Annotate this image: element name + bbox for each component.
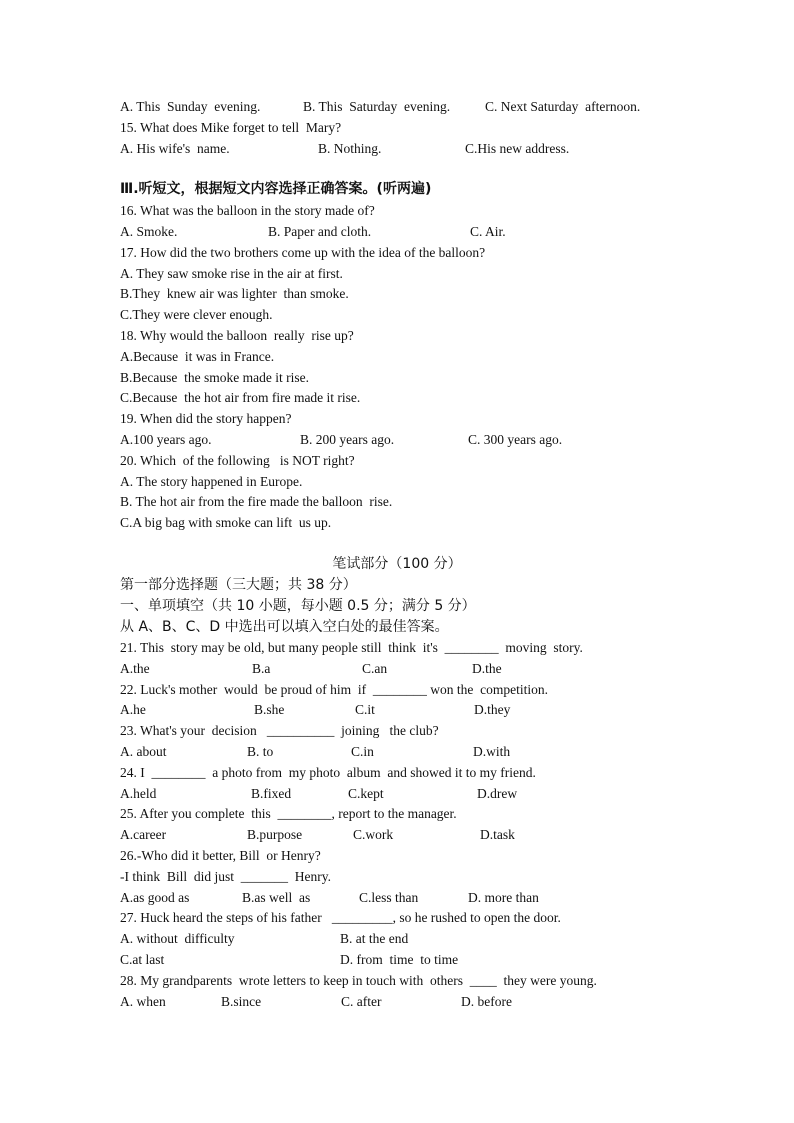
q19-option-c: C. 300 years ago. bbox=[468, 432, 563, 447]
q24-stem: 24. I ________ a photo from my photo album and showed it to my friend. bbox=[120, 765, 536, 780]
written-part-title: 笔试部分（100 分） bbox=[332, 556, 462, 572]
q18-option-b: B.Because the smoke made it rise. bbox=[120, 370, 309, 385]
q16-option-a: A. Smoke. bbox=[120, 224, 178, 239]
q18-stem: 18. Why would the balloon really rise up? bbox=[120, 328, 354, 343]
q25-option-b: B.purpose bbox=[247, 827, 303, 842]
q17-option-b: B.They knew air was lighter than smoke. bbox=[120, 286, 349, 301]
q24-option-b: B.fixed bbox=[251, 786, 292, 801]
q15-stem: 15. What does Mike forget to tell Mary? bbox=[120, 120, 342, 135]
q20-stem: 20. Which of the following is NOT right? bbox=[120, 453, 355, 468]
q24-option-a: A.held bbox=[120, 786, 157, 801]
q22-stem: 22. Luck's mother would be proud of him if ________ won the competition. bbox=[120, 682, 548, 697]
q20-option-a: A. The story happened in Europe. bbox=[120, 474, 303, 489]
q27-option-a: A. without difficulty bbox=[120, 931, 235, 946]
q22-option-c: C.it bbox=[355, 702, 375, 717]
q23-option-d: D.with bbox=[473, 744, 511, 759]
section3-heading: Ⅲ.听短文，根据短文内容选择正确答案。(听两遍) bbox=[120, 181, 432, 197]
q18-option-a: A.Because it was in France. bbox=[120, 349, 275, 364]
q27-option-c: C.at last bbox=[120, 952, 165, 967]
q22-option-a: A.he bbox=[120, 702, 146, 717]
q17-stem: 17. How did the two brothers come up with the idea of the balloon? bbox=[120, 245, 486, 260]
q16-stem: 16. What was the balloon in the story made of? bbox=[120, 203, 375, 218]
q17-option-a: A. They saw smoke rise in the air at first. bbox=[120, 266, 343, 281]
q25-option-d: D.task bbox=[480, 827, 515, 842]
q19-option-b: B. 200 years ago. bbox=[300, 432, 395, 447]
q23-option-c: C.in bbox=[351, 744, 374, 759]
q26-option-d: D. more than bbox=[468, 890, 539, 905]
q28-stem: 28. My grandparents wrote letters to keep in touch with others ____ they were young. bbox=[120, 973, 597, 988]
q26-stem: 26.-Who did it better, Bill or Henry? bbox=[120, 848, 321, 863]
q17-option-c: C.They were clever enough. bbox=[120, 307, 273, 322]
q27-option-b: B. at the end bbox=[340, 931, 409, 946]
q16-option-b: B. Paper and cloth. bbox=[268, 224, 372, 239]
q20-option-b: B. The hot air from the fire made the balloon rise. bbox=[120, 494, 393, 509]
q14-option-a: A. This Sunday evening. bbox=[120, 99, 261, 114]
q21-option-b: B.a bbox=[252, 661, 271, 676]
q28-option-b: B.since bbox=[221, 994, 262, 1009]
q25-option-a: A.career bbox=[120, 827, 167, 842]
q27-option-d: D. from time to time bbox=[340, 952, 459, 967]
q26-option-a: A.as good as bbox=[120, 890, 190, 905]
q21-option-c: C.an bbox=[362, 661, 388, 676]
q26-option-b: B.as well as bbox=[242, 890, 311, 905]
q23-option-b: B. to bbox=[247, 744, 274, 759]
q27-stem: 27. Huck heard the steps of his father _________, so he rushed to open the door. bbox=[120, 910, 561, 925]
q21-stem: 21. This story may be old, but many people still think it's ________ moving story. bbox=[120, 640, 583, 655]
q18-option-c: C.Because the hot air from fire made it rise. bbox=[120, 390, 361, 405]
q22-option-b: B.she bbox=[254, 702, 285, 717]
q28-option-c: C. after bbox=[341, 994, 382, 1009]
q21-option-a: A.the bbox=[120, 661, 150, 676]
q23-option-a: A. about bbox=[120, 744, 167, 759]
q19-option-a: A.100 years ago. bbox=[120, 432, 212, 447]
q25-stem: 25. After you complete this ________, report to the manager. bbox=[120, 806, 457, 821]
section1-heading: 一、单项填空（共 10 小题，每小题 0.5 分；满分 5 分） bbox=[120, 598, 476, 614]
q14-option-b: B. This Saturday evening. bbox=[303, 99, 451, 114]
q16-option-c: C. Air. bbox=[470, 224, 506, 239]
q15-option-c: C.His new address. bbox=[465, 141, 570, 156]
q28-option-d: D. before bbox=[461, 994, 512, 1009]
q23-stem: 23. What's your decision __________ joining the club? bbox=[120, 723, 439, 738]
q22-option-d: D.they bbox=[474, 702, 511, 717]
q15-option-a: A. His wife's name. bbox=[120, 141, 230, 156]
section1-instruction: 从 A、B、C、D 中选出可以填入空白处的最佳答案。 bbox=[120, 619, 449, 635]
q24-option-c: C.kept bbox=[348, 786, 384, 801]
q21-option-d: D.the bbox=[472, 661, 502, 676]
q26-option-c: C.less than bbox=[359, 890, 419, 905]
q28-option-a: A. when bbox=[120, 994, 166, 1009]
q20-option-c: C.A big bag with smoke can lift us up. bbox=[120, 515, 332, 530]
part1-heading: 第一部分选择题（三大题；共 38 分） bbox=[120, 577, 357, 593]
q14-option-c: C. Next Saturday afternoon. bbox=[485, 99, 641, 114]
q24-option-d: D.drew bbox=[477, 786, 518, 801]
q19-stem: 19. When did the story happen? bbox=[120, 411, 292, 426]
q26-stem-reply: -I think Bill did just _______ Henry. bbox=[120, 869, 331, 884]
q25-option-c: C.work bbox=[353, 827, 394, 842]
q15-option-b: B. Nothing. bbox=[318, 141, 382, 156]
